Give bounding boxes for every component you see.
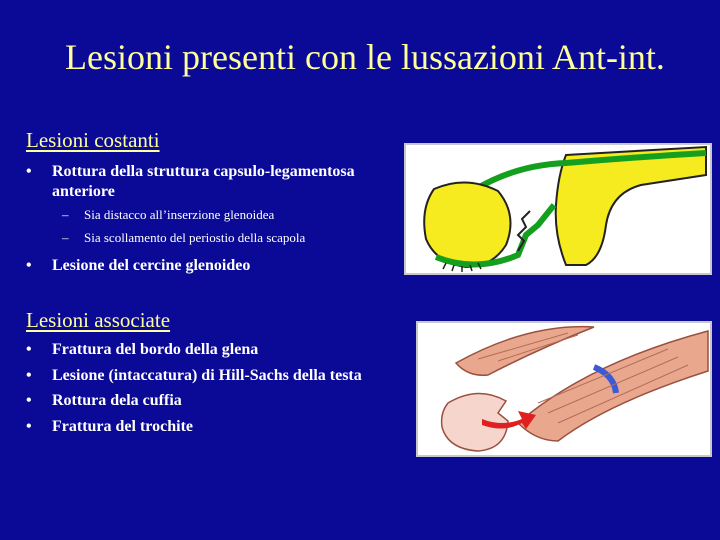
dash-symbol: – bbox=[62, 207, 69, 222]
section-heading-lesioni-associate: Lesioni associate bbox=[26, 308, 171, 332]
bullet-text: Frattura del trochite bbox=[52, 418, 193, 435]
bullet-text: Rottura dela cuffia bbox=[52, 392, 182, 409]
bullet-symbol: • bbox=[26, 418, 32, 435]
bullet-text: Lesione del cercine glenoideo bbox=[52, 257, 251, 274]
sub-bullet-text: Sia distacco all’inserzione glenoidea bbox=[84, 207, 275, 222]
bullet-symbol: • bbox=[26, 257, 32, 274]
bullet-text: Frattura del bordo della glena bbox=[52, 341, 259, 358]
sub-bullet-item bbox=[62, 207, 274, 223]
bullet-symbol: • bbox=[26, 392, 32, 409]
glenohumeral-lesion-diagram bbox=[404, 143, 712, 275]
bullet-symbol: • bbox=[26, 341, 32, 358]
bullet-text: Rottura della struttura capsulo-legamentosa bbox=[52, 163, 355, 180]
humeral-head-notched bbox=[442, 393, 508, 451]
slide-title: Lesioni presenti con le lussazioni Ant-int. bbox=[65, 37, 665, 77]
sub-bullet-text: Sia scollamento del periostio della scapola bbox=[84, 230, 306, 245]
muscle-upper bbox=[456, 327, 594, 376]
sub-bullet-item bbox=[62, 230, 305, 246]
bullet-text: Lesione (intaccatura) di Hill-Sachs della testa bbox=[52, 367, 362, 384]
section-heading-lesioni-costanti: Lesioni costanti bbox=[26, 128, 160, 152]
dash-symbol: – bbox=[62, 230, 69, 245]
hill-sachs-lesion-diagram bbox=[416, 321, 712, 457]
bullet-symbol: • bbox=[26, 163, 32, 180]
bullet-text: anteriore bbox=[52, 183, 115, 200]
bullet-symbol: • bbox=[26, 367, 32, 384]
